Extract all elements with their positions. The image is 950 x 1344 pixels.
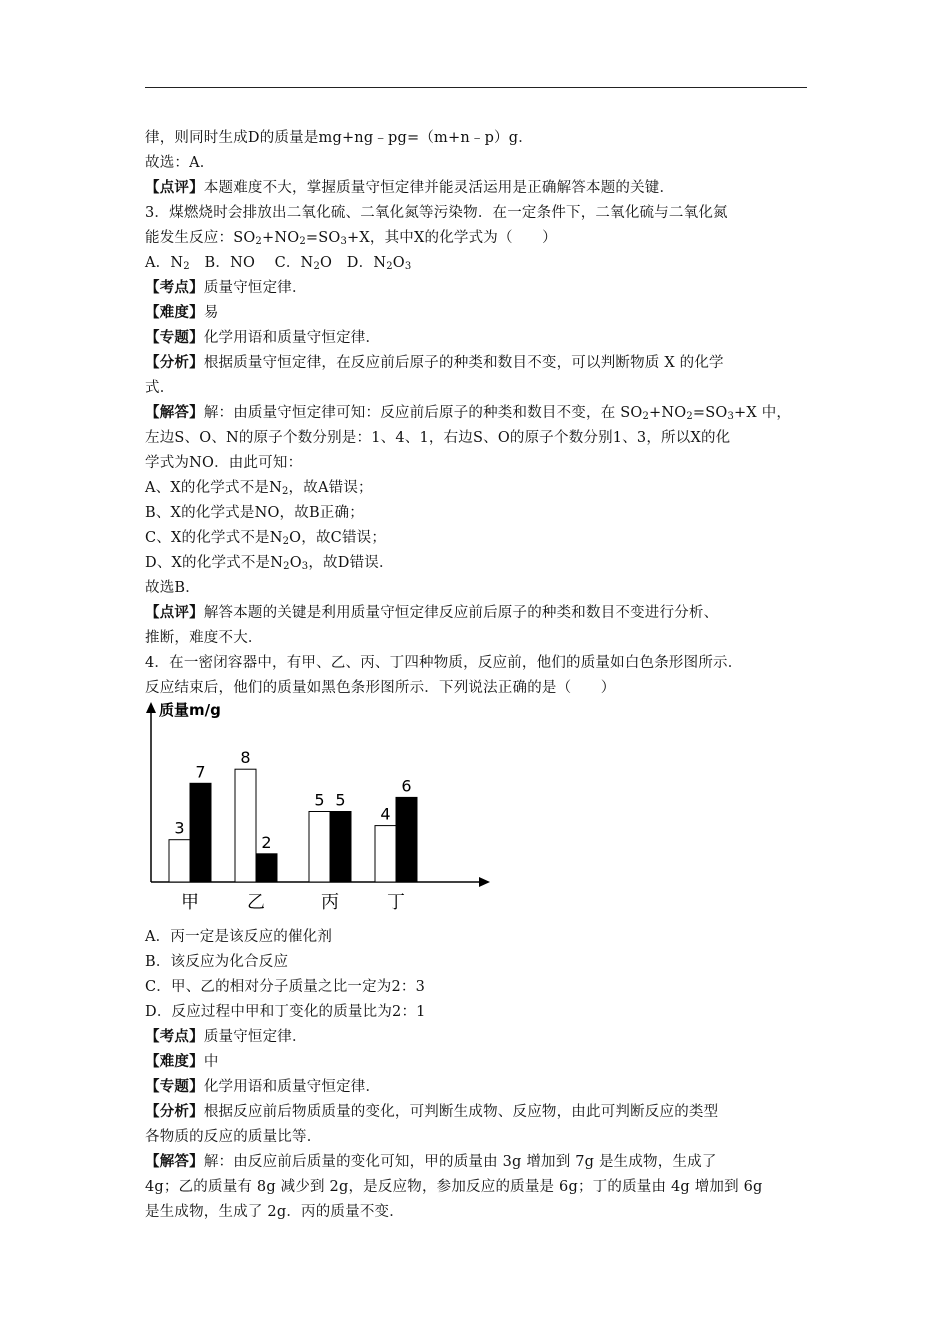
question-3-stem: 能发生反应：$SO_2+NO_2=SO_3+X$，其中X的化学式为（ ）	[145, 230, 557, 247]
zhuanti-line: 【专题】化学用语和质量守恒定律．	[145, 329, 381, 346]
jieda-line: 【解答】解：由反应前后质量的变化可知，甲的质量由 3g 增加到 7g 是生成物，生成了	[145, 1153, 717, 1170]
fenxi-line: 式．	[145, 380, 175, 396]
comment-line: 【点评】解答本题的关键是利用质量守恒定律反应前后原子的种类和数目不变进行分析、	[145, 604, 719, 621]
category-label: 甲	[181, 892, 199, 913]
y-axis-arrow	[146, 702, 156, 713]
answer-line: 故选B．	[145, 580, 200, 596]
jieda-line: 左边S、O、N的原子个数分别是：1、4、1，右边S、O的原子个数分别1、3，所以X的化	[145, 430, 731, 446]
category-label: 乙	[247, 892, 265, 913]
bar-丙-after	[330, 812, 351, 883]
fenxi-line: 【分析】根据反应前后物质质量的变化，可判断生成物、反应物，由此可判断反应的类型	[145, 1103, 719, 1120]
jieda-line: 【解答】解：由质量守恒定律可知：反应前后原子的种类和数目不变，在 $SO_2+NO_2=SO_3+X$ 中，	[145, 404, 792, 422]
bar-value-label: 3	[174, 818, 185, 838]
bar-value-label: 8	[240, 748, 251, 768]
header-rule	[145, 87, 807, 88]
bar-丁-after	[396, 797, 417, 882]
category-label: 丁	[387, 892, 405, 913]
bar-丙-before	[309, 812, 330, 883]
fenxi-line: 【分析】根据质量守恒定律，在反应前后原子的种类和数目不变，可以判断物质 X 的化学	[145, 354, 724, 371]
bar-乙-before	[235, 769, 256, 882]
comment-line: 【点评】本题难度不大，掌握质量守恒定律并能灵活运用是正确解答本题的关键．	[145, 179, 675, 196]
question-4-option-d: D．反应过程中甲和丁变化的质量比为2：1	[145, 1004, 426, 1020]
option-analysis: C、X的化学式不是$N_2O$，故C错误；	[145, 530, 387, 547]
nandu-line: 【难度】中	[145, 1053, 219, 1070]
fenxi-line: 各物质的反应的质量比等．	[145, 1129, 322, 1145]
bar-乙-after	[256, 854, 277, 882]
y-axis-label: 质量m/g	[159, 701, 221, 719]
mass-bar-chart	[143, 700, 503, 915]
bar-value-label: 5	[314, 790, 325, 810]
question-4-option-b: B．该反应为化合反应	[145, 954, 289, 970]
comment-line: 推断，难度不大．	[145, 630, 263, 646]
question-4-option-c: C．甲、乙的相对分子质量之比一定为2：3	[145, 979, 426, 995]
option-analysis: A、X的化学式不是$N_2$，故A错误；	[145, 480, 373, 497]
bar-value-label: 2	[261, 832, 272, 852]
bar-甲-before	[169, 840, 190, 882]
bar-甲-after	[190, 783, 211, 882]
nandu-line: 【难度】易	[145, 304, 219, 321]
x-axis-arrow	[479, 877, 490, 887]
kaodian-line: 【考点】质量守恒定律．	[145, 1028, 307, 1045]
question-4-option-a: A．丙一定是该反应的催化剂	[145, 929, 333, 945]
bar-value-label: 7	[195, 762, 206, 782]
bar-丁-before	[375, 826, 396, 882]
text-line: 律，则同时生成D的质量是mg+ng﹣pg=（m+n﹣p）g．	[145, 130, 533, 146]
bar-value-label: 6	[401, 776, 412, 796]
question-3-options: A．$N_2$ B．NO C．$N_2O$ D．$N_2O_3$	[145, 255, 412, 272]
zhuanti-line: 【专题】化学用语和质量守恒定律．	[145, 1078, 381, 1095]
bar-value-label: 5	[335, 790, 346, 810]
question-4-stem: 反应结束后，他们的质量如黑色条形图所示．下列说法正确的是（ ）	[145, 680, 616, 696]
question-3-stem: 3．煤燃烧时会排放出二氧化硫、二氧化氮等污染物．在一定条件下，二氧化硫与二氧化氮	[145, 205, 728, 221]
jieda-line: 学式为NO．由此可知：	[145, 455, 303, 471]
option-analysis: D、X的化学式不是$N_2O_3$，故D错误．	[145, 555, 394, 572]
jieda-line: 4g；乙的质量有 8g 减少到 2g，是反应物，参加反应的质量是 6g；丁的质量由 4g 增加到 6g	[145, 1179, 763, 1195]
question-4-stem: 4．在一密闭容器中，有甲、乙、丙、丁四种物质，反应前，他们的质量如白色条形图所示．	[145, 655, 743, 671]
option-analysis: B、X的化学式是NO，故B正确；	[145, 505, 364, 521]
bar-value-label: 4	[380, 804, 391, 824]
jieda-line: 是生成物，生成了 2g．丙的质量不变．	[145, 1204, 404, 1220]
category-label: 丙	[321, 892, 339, 913]
kaodian-line: 【考点】质量守恒定律．	[145, 279, 307, 296]
text-line: 故选：A．	[145, 155, 215, 171]
